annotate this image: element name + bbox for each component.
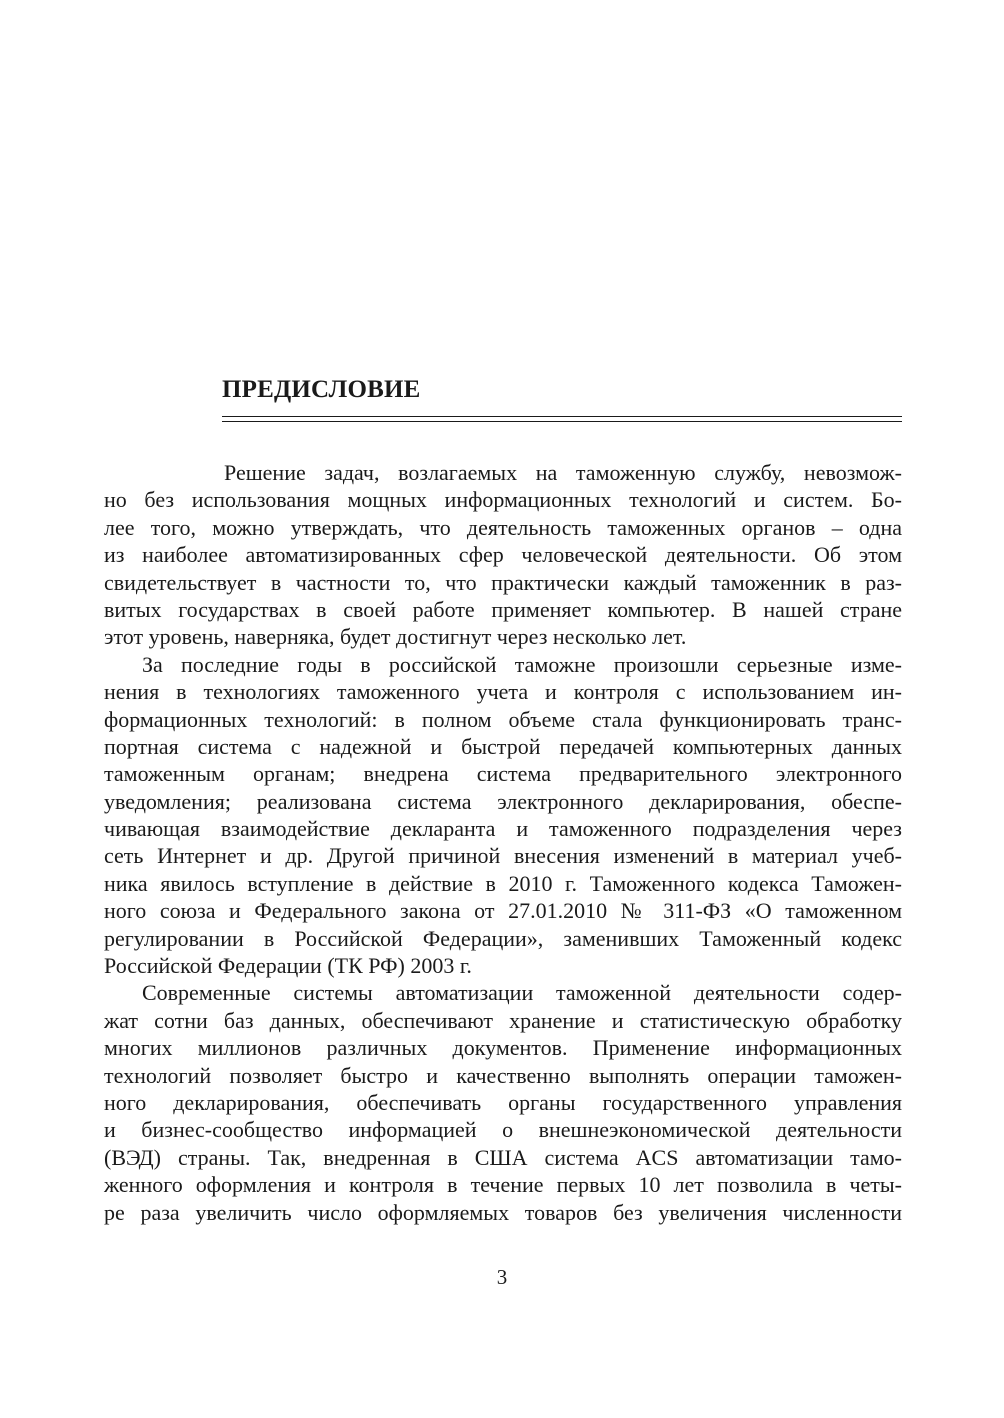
page-number: 3 bbox=[496, 1265, 508, 1289]
text-line: лее того, можно утверждать, что деятельность таможенных органов – одна bbox=[104, 514, 902, 540]
text-line: формационных технологий: в полном объеме стала функционировать транс- bbox=[104, 706, 902, 732]
text-line: жат сотни баз данных, обеспечивают хранение и статистическую обработку bbox=[104, 1007, 902, 1033]
page-title: ПРЕДИСЛОВИЕ bbox=[222, 376, 421, 403]
text-line: портная система с надежной и быстрой передачей компьютерных данных bbox=[104, 733, 902, 759]
text-line: Российской Федерации (ТК РФ) 2003 г. bbox=[104, 953, 472, 979]
text-line: технологий позволяет быстро и качественно выполнять операции таможен- bbox=[104, 1062, 902, 1088]
text-line: сеть Интернет и др. Другой причиной внесения изменений в материал учеб- bbox=[104, 843, 902, 869]
text-line: из наиболее автоматизированных сфер человеческой деятельности. Об этом bbox=[104, 542, 902, 568]
title-rule-upper bbox=[222, 416, 902, 417]
text-line: витых государствах в своей работе применяет компьютер. В нашей стране bbox=[104, 596, 902, 622]
text-line: и бизнес-сообщество информацией о внешнеэкономической деятельности bbox=[104, 1117, 902, 1143]
text-line: женного оформления и контроля в течение первых 10 лет позволила в четы- bbox=[104, 1172, 902, 1198]
text-line: ре раза увеличить число оформляемых товаров без увеличения численности bbox=[104, 1199, 902, 1225]
text-line: ного союза и Федерального закона от 27.01.2010 № 311-ФЗ «О таможенном bbox=[104, 898, 902, 924]
text-line: За последние годы в российской таможне произошли серьезные изме- bbox=[142, 651, 902, 677]
text-line: регулировании в Российской Федерации», заменивших Таможенный кодекс bbox=[104, 925, 902, 951]
text-line: ного декларирования, обеспечивать органы государственного управления bbox=[104, 1089, 902, 1115]
text-line: уведомления; реализована система электронного декларирования, обеспе- bbox=[104, 788, 902, 814]
text-line: свидетельствует в частности то, что практически каждый таможенник в раз- bbox=[104, 569, 902, 595]
title-rule-lower bbox=[222, 421, 902, 422]
text-line: но без использования мощных информационных технологий и систем. Бо- bbox=[104, 487, 902, 513]
text-line: таможенным органам; внедрена система предварительного электронного bbox=[104, 761, 902, 787]
text-line: ника явилось вступление в действие в 2010 г. Таможенного кодекса Таможен- bbox=[104, 870, 902, 896]
text-line: этот уровень, наверняка, будет достигнут через несколько лет. bbox=[104, 624, 687, 650]
text-line: Современные системы автоматизации таможенной деятельности содер- bbox=[142, 980, 902, 1006]
text-line: Решение задач, возлагаемых на таможенную службу, невозмож- bbox=[224, 460, 902, 485]
text-line: многих миллионов различных документов. Применение информационных bbox=[104, 1035, 902, 1061]
text-line: (ВЭД) страны. Так, внедренная в США система ACS автоматизации тамо- bbox=[104, 1144, 902, 1170]
text-line: нения в технологиях таможенного учета и контроля с использованием ин- bbox=[104, 679, 902, 705]
body-text bbox=[104, 459, 902, 1226]
text-line: чивающая взаимодействие декларанта и таможенного подразделения через bbox=[104, 816, 902, 842]
